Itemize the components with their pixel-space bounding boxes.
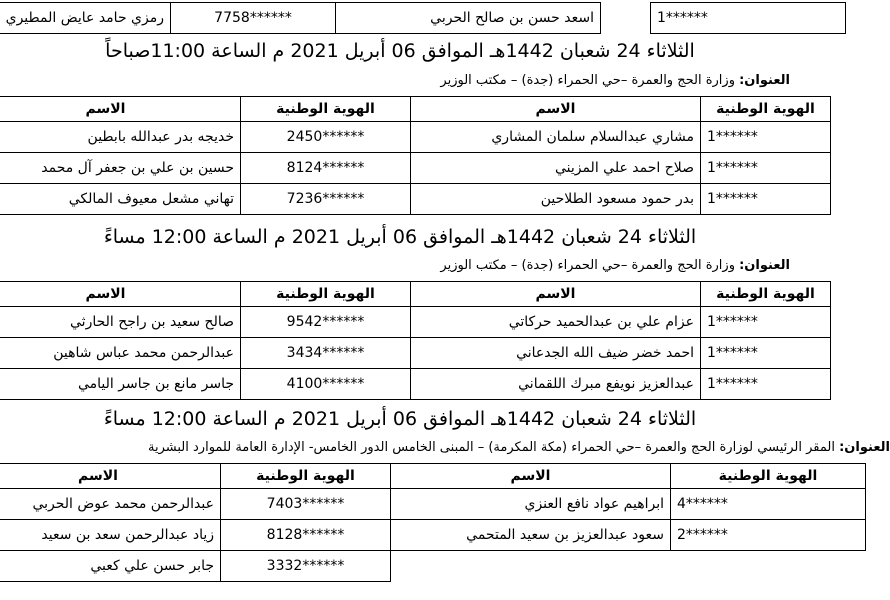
id-cell: ******1 [701, 338, 831, 369]
session-table [0, 96, 831, 215]
header-name: الاسم [0, 464, 221, 489]
header-id: الهوية الوطنية [241, 97, 411, 122]
id-cell: ******1 [651, 3, 846, 34]
name-cell: صالح سعيد بن راجح الحارثي [0, 307, 241, 338]
name-cell: جاسر مانع بن جاسر اليامي [0, 369, 241, 400]
table-row [0, 3, 846, 34]
empty-cell [671, 551, 866, 582]
name-cell: صلاح احمد علي المزيني [411, 153, 701, 184]
table-header-row [0, 464, 866, 489]
id-cell: ******7758 [171, 3, 336, 34]
header-name: الاسم [0, 97, 241, 122]
table-row [0, 184, 831, 215]
name-cell: خديجه بدر عبدالله بابطين [0, 122, 241, 153]
table-row [0, 489, 866, 520]
table-row [0, 369, 831, 400]
id-cell: ******8128 [221, 520, 391, 551]
name-cell: رمزي حامد عايض المطيري [0, 3, 171, 34]
id-cell: ******1 [701, 153, 831, 184]
address-text: المقر الرئيسي لوزارة الحج والعمرة –حي الحمراء (مكة المكرمة) – المبنى الخامس الدور الخامس- الإدارة العامة للموارد البشرية [148, 440, 835, 455]
address-text: وزارة الحج والعمرة –حي الحمراء (جدة) – مكتب الوزير [440, 73, 735, 88]
header-name: الاسم [411, 282, 701, 307]
id-cell: ******2450 [241, 122, 411, 153]
id-cell: ******1 [701, 184, 831, 215]
id-cell: ******4100 [241, 369, 411, 400]
top-table [0, 2, 846, 34]
id-cell: ******1 [701, 307, 831, 338]
session-address [440, 258, 790, 273]
name-cell: احمد خضر ضيف الله الجدعاني [411, 338, 701, 369]
name-cell: اسعد حسن بن صالح الحربي [336, 3, 601, 34]
id-cell: ******7403 [221, 489, 391, 520]
id-cell: ******1 [701, 369, 831, 400]
session-address [440, 73, 790, 88]
name-cell: سعود عبدالعزيز بن سعيد المتحمي [391, 520, 671, 551]
header-id: الهوية الوطنية [221, 464, 391, 489]
table-row [0, 153, 831, 184]
session-title: الثلاثاء 24 شعبان 1442هـ الموافق 06 أبريل 2021 م الساعة 12:00 مساءً [103, 408, 697, 430]
header-name: الاسم [391, 464, 671, 489]
id-cell: ******4 [671, 489, 866, 520]
id-cell: ******7236 [241, 184, 411, 215]
session-table [0, 463, 866, 582]
id-cell: ******9542 [241, 307, 411, 338]
session-table [0, 281, 831, 400]
header-id: الهوية الوطنية [701, 282, 831, 307]
address-text: وزارة الحج والعمرة –حي الحمراء (جدة) – مكتب الوزير [440, 258, 735, 273]
table-row [0, 122, 831, 153]
header-id: الهوية الوطنية [241, 282, 411, 307]
address-label: العنوان: [839, 440, 890, 455]
address-label: العنوان: [739, 73, 790, 88]
header-id: الهوية الوطنية [701, 97, 831, 122]
address-label: العنوان: [739, 258, 790, 273]
empty-cell [391, 551, 671, 582]
table-row [0, 307, 831, 338]
name-cell: عبدالعزيز نويفع مبرك اللقماني [411, 369, 701, 400]
header-name: الاسم [411, 97, 701, 122]
name-cell: بدر حمود مسعود الطلاحين [411, 184, 701, 215]
name-cell: تهاني مشعل معيوف المالكي [0, 184, 241, 215]
id-cell: ******1 [701, 122, 831, 153]
spacer-cell [601, 3, 651, 34]
id-cell: ******8124 [241, 153, 411, 184]
table-row [0, 338, 831, 369]
name-cell: عبدالرحمن محمد عباس شاهين [0, 338, 241, 369]
session-title: الثلاثاء 24 شعبان 1442هـ الموافق 06 أبريل 2021 م الساعة 11:00صباحاً [105, 40, 695, 62]
name-cell: عبدالرحمن محمد عوض الحربي [0, 489, 221, 520]
id-cell: ******2 [671, 520, 866, 551]
name-cell: مشاري عبدالسلام سلمان المشاري [411, 122, 701, 153]
table-row [0, 520, 866, 551]
name-cell: حسين بن علي بن جعفر آل محمد [0, 153, 241, 184]
name-cell: عزام علي بن عبدالحميد حركاتي [411, 307, 701, 338]
name-cell: زياد عبدالرحمن سعد بن سعيد [0, 520, 221, 551]
table-header-row [0, 282, 831, 307]
session-address [148, 440, 890, 455]
header-id: الهوية الوطنية [671, 464, 866, 489]
id-cell: ******3332 [221, 551, 391, 582]
table-row [0, 551, 866, 582]
header-name: الاسم [0, 282, 241, 307]
table-header-row [0, 97, 831, 122]
name-cell: ابراهيم عواد نافع العنزي [391, 489, 671, 520]
name-cell: جابر حسن علي كعبي [0, 551, 221, 582]
id-cell: ******3434 [241, 338, 411, 369]
session-title: الثلاثاء 24 شعبان 1442هـ الموافق 06 أبريل 2021 م الساعة 12:00 مساءً [103, 226, 697, 248]
